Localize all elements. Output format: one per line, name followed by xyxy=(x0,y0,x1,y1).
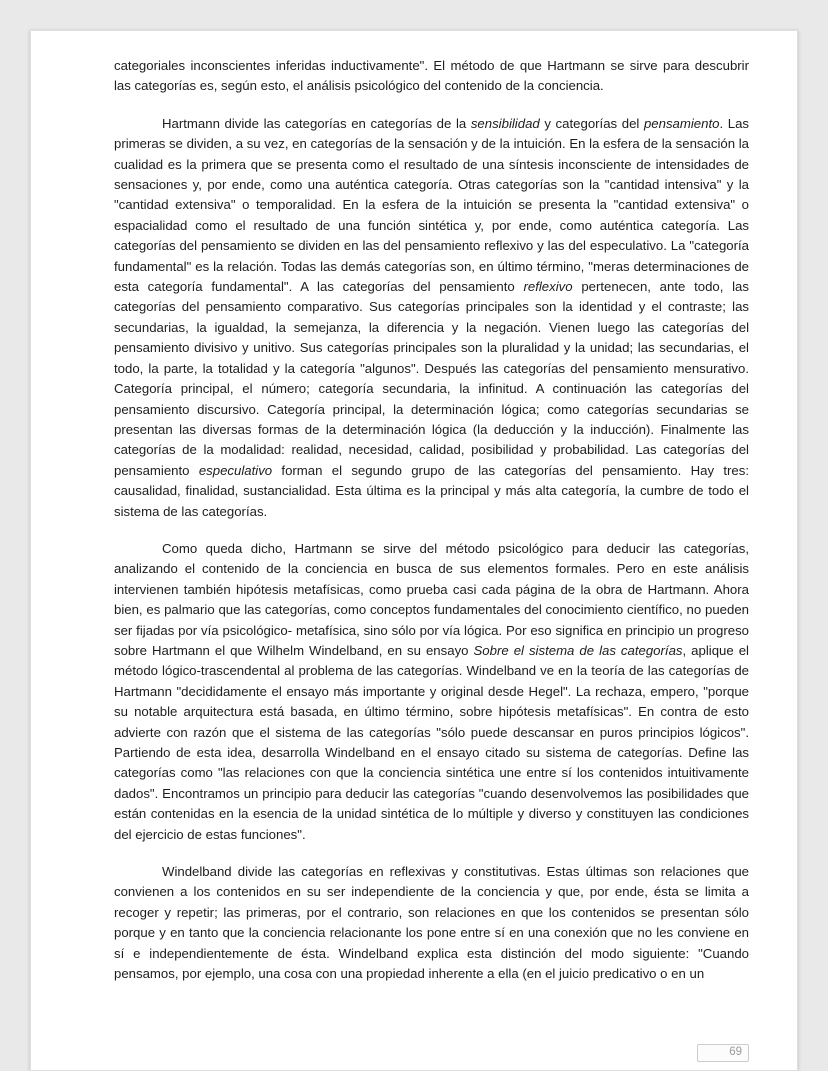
text-run: especulativo xyxy=(198,462,273,478)
text-run: sensibilidad xyxy=(470,115,540,131)
page-number: 69 xyxy=(729,1046,742,1059)
paragraph xyxy=(114,539,749,845)
text-run: categoriales inconscientes inferidas inductivamente". El método de que Hartmann se sirve para descubrir las categorías es, según esto, el análisis psicológico del contenido de la conciencia. xyxy=(114,58,749,94)
text-run: . Las primeras se dividen, a su vez, en categorías de la sensación y de la intuición. En la esfera de la sensación la cualidad es la primera que se presenta como el resultado de una síntesis inconsciente de intensidades de sensaciones y, por ende, como una auténtica categoría. Otras categorías son la "cantidad intensiva" y la "cantidad extensiva" o temporalidad. En la esfera de la intuición se presenta la "cantidad extensiva" o espacialidad como el resultado de una función sintética y, por ende, como auténtica categoría. Las categorías del pensamiento se dividen en las del pensamiento reflexivo y las del especulativo. La "categoría fundamental" es la relación. Todas las demás categorías son, en último término, "meras determinaciones de esta categoría fundamental". A las categorías del pensamiento xyxy=(114,115,749,295)
document-page xyxy=(30,30,798,1071)
text-run: forman el segundo grupo de las categorías del pensamiento. Hay tres: causalidad, finalidad, sustancialidad. Esta última es la principal y más alta categoría, la cumbre de todo el sistema de las categorías. xyxy=(114,462,749,519)
text-run: pertenecen, ante todo, las categorías del pensamiento comparativo. Sus categorías principales son la identidad y el contraste; las secundarias, la igualdad, la semejanza, la diferencia y la negación. Vienen luego las categorías del pensamiento divisivo y unitivo. Sus categorías principales son la pluralidad y la unidad; las secundarias, el todo, la parte, la totalidad y la categoría "algunos". Después las categorías del pensamiento mensurativo. Categoría principal, el número; categoría secundaria, la infinitud. A continuación las categorías del pensamiento discursivo. Categoría principal, la determinación lógica; como categorías secundarias se presentan las diversas formas de la determinación lógica (la deducción y la inducción). Finalmente las categorías de la modalidad: realidad, necesidad, calidad, posibilidad y probabilidad. Las categorías del pensamiento xyxy=(114,279,749,478)
text-run: Windelband divide las categorías en reflexivas y constitutivas. Estas últimas son relaciones que convienen a los contenidos en su ser independiente de la conciencia y que, por ende, ésta se limita a recoger y repetir; las primeras, por el contrario, son relaciones en que los contenidos se presentan sólo porque y en tanto que la conciencia relacionante los pone entre sí en una conexión que no les conviene en sí e independientemente de ésta. Windelband explica esta distinción del modo siguiente: "Cuando pensamos, por ejemplo, una cosa con una propiedad inherente a ella (en el juicio predicativo o en un xyxy=(114,864,749,982)
text-run: reflexivo xyxy=(523,279,573,295)
text-run: Sobre el sistema de las categorías xyxy=(473,642,683,658)
paragraph xyxy=(114,862,749,984)
paragraph xyxy=(114,56,749,97)
text-run: Como queda dicho, Hartmann se sirve del método psicológico para deducir las categorías, analizando el contenido de la conciencia en busca de sus elementos formales. Pero en este análisis intervienen también hipótesis metafísicas, como prueba casi cada página de la obra de Hartmann. Ahora bien, es palmario que las categorías, como conceptos fundamentales del conocimiento científico, no pueden ser fijadas por vía psicológico- metafísica, sino sólo por vía lógica. Por eso significa en principio un progreso sobre Hartmann el que Wilhelm Windelband, en su ensayo xyxy=(114,540,749,658)
text-run: pensamiento xyxy=(643,115,720,131)
text-run: , aplique el método lógico-trascendental al problema de las categorías. Windelband ve en la teoría de las categorías de Hartmann "decididamente el ensayo más importante y original desde Hegel". La rechaza, empero, "porque su notable arquitectura está basada, en último término, sobre hipótesis metafísicas". En contra de esto advierte con razón que el sistema de las categorías "sólo puede descansar en puros principios lógicos". Partiendo de esta idea, desarrolla Windelband en el ensayo citado su sistema de categorías. Define las categorías como "las relaciones con que la conciencia sintética une entre sí los contenidos intuitivamente dados". Encontramos un principio para deducir las categorías "cuando desenvolvemos las posibilidades que están contenidas en la esencia de la unidad sintética de lo múltiple y diverso y constituyen las condiciones del ejercicio de estas funciones". xyxy=(114,642,749,842)
text-run: Hartmann divide las categorías en categorías de la xyxy=(162,115,471,131)
text-run: y categorías del xyxy=(539,115,644,131)
text-block xyxy=(31,31,797,984)
paragraph xyxy=(114,114,749,522)
page-number-box xyxy=(697,1044,749,1062)
